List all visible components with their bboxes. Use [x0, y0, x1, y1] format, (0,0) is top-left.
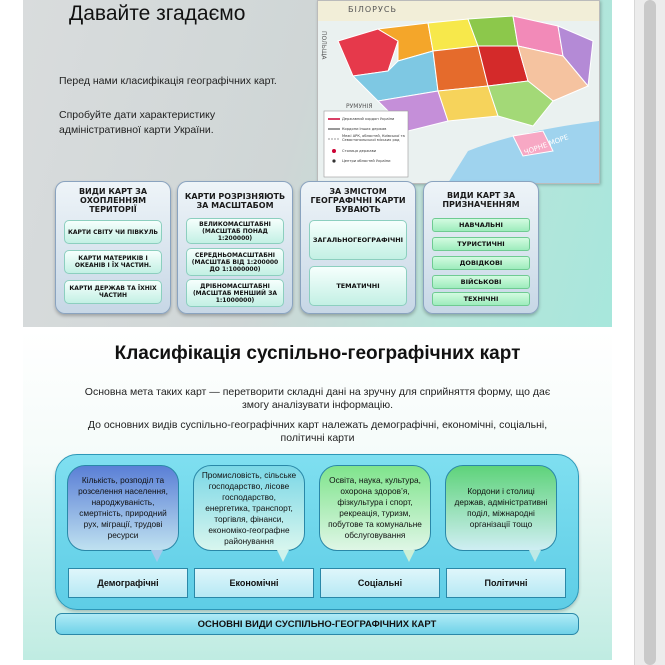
legend-item: Кордони інших держав	[342, 127, 387, 131]
column-content	[300, 181, 416, 314]
scale-item: ВЕЛИКОМАСШТАБНІ (МАСШТАБ ПОНАД 1:200000)	[186, 218, 284, 244]
bubble-tail	[277, 550, 289, 562]
purpose-text-line2: змогу аналізувати інформацію.	[241, 399, 394, 411]
slide-title: Класифікація суспільно-географічних карт	[114, 343, 521, 364]
social-bubble	[319, 465, 431, 551]
slide-recall	[23, 0, 612, 327]
political-description: Кордони і столиці держав, адміністративні поділ, міжнародні організації тощо	[454, 486, 548, 529]
purpose-item: ТЕХНІЧНІ	[432, 292, 530, 306]
tab-demographic: Демографічні	[68, 568, 188, 598]
scale-item: ДРІБНОМАСШТАБНІ (МАСШТАБ МЕНШИЙ ЗА 1:1000000)	[186, 279, 284, 307]
task-text-line2: адміністративної карти України.	[59, 124, 214, 136]
map-label-romania: РУМУНІЯ	[346, 103, 373, 110]
bubble-tail	[403, 550, 415, 562]
column-heading: ЗА ЗМІСТОМ ГЕОГРАФІЧНІ КАРТИ БУВАЮТЬ	[310, 187, 406, 214]
political-bubble	[445, 465, 557, 551]
coverage-item: КАРТИ МАТЕРИКІВ І ОКЕАНІВ І ЇХ ЧАСТИН.	[64, 250, 162, 274]
vertical-scrollbar[interactable]	[634, 0, 665, 665]
scale-item: СЕРЕДНЬОМАСШТАБНІ (МАСШТАБ ВІД 1:200000 ДО 1:1000000)	[186, 248, 284, 276]
purpose-item: ТУРИСТИЧНІ	[432, 237, 530, 251]
content-item: ТЕМАТИЧНІ	[309, 266, 407, 306]
map-label-poland: ПОЛЬЩА	[320, 31, 327, 60]
map-label-sea: ЧОРНЕ МОРЕ	[523, 133, 570, 157]
content-item: ЗАГАЛЬНОГЕОГРАФІЧНІ	[309, 220, 407, 260]
ukraine-admin-map	[317, 0, 600, 184]
social-description: Освіта, наука, культура, охорона здоров’я, фізкультура і спорт, рекреація, туризм, побутове та комунальне обслуговування	[328, 475, 422, 540]
purpose-text-line1: Основна мета таких карт — перетворити складні дані на зручну для сприйняття форму, що дає	[84, 386, 551, 398]
legend-item: Центри областей України	[342, 159, 391, 163]
coverage-item: КАРТИ СВІТУ ЧИ ПІВКУЛЬ	[64, 220, 162, 244]
map-label-belarus: БІЛОРУСЬ	[348, 5, 397, 14]
intro-text: Перед нами класифікація географічних карт.	[59, 75, 277, 87]
types-text-line2: політичні карти	[280, 432, 355, 444]
scrollbar-thumb[interactable]	[644, 0, 656, 665]
economic-description: Промисловість, сільське господарство, лісове господарство, енергетика, транспорт, торгівля, фінанси, економіко-географне районування	[201, 469, 297, 546]
column-heading: ВИДИ КАРТ ЗА ПРИЗНАЧЕННЯМ	[442, 191, 520, 209]
column-heading: ВИДИ КАРТ ЗА ОХОПЛЕННЯМ ТЕРИТОРІЇ	[78, 187, 148, 214]
tab-social: Соціальні	[320, 568, 440, 598]
bubble-tail	[529, 550, 541, 562]
purpose-item: ВІЙСЬКОВІ	[432, 275, 530, 289]
map-types-panel	[55, 454, 579, 610]
legend-item: Межі АРК, областей, Київської та Севастопольської міських рад	[342, 134, 405, 142]
column-purpose	[423, 181, 539, 314]
types-text-line1: До основних видів суспільно-географічних карт належать демографічні, економічні, соціальні,	[87, 419, 548, 431]
legend-item: Столиця держави	[342, 149, 377, 153]
column-coverage	[55, 181, 171, 314]
coverage-item: КАРТИ ДЕРЖАВ ТА ЇХНІХ ЧАСТИН	[64, 280, 162, 304]
slide-title: Давайте згадаємо	[69, 2, 246, 25]
column-scale	[177, 181, 293, 314]
main-types-banner: ОСНОВНІ ВИДИ СУСПІЛЬНО-ГЕОГРАФІЧНИХ КАРТ	[55, 613, 579, 635]
tab-political: Політичні	[446, 568, 566, 598]
map-legend	[342, 114, 406, 166]
bubble-tail	[151, 550, 163, 562]
column-heading: КАРТИ РОЗРІЗНЯЮТЬ ЗА МАСШТАБОМ	[184, 192, 286, 210]
demographic-bubble	[67, 465, 179, 551]
purpose-item: ДОВІДКОВІ	[432, 256, 530, 270]
tab-economic: Економічні	[194, 568, 314, 598]
purpose-item: НАВЧАЛЬНІ	[432, 218, 530, 232]
demographic-description: Кількість, розподіл та розселення населення, народжуваність, смертність, природний рух, міграції, трудові ресурси	[78, 475, 168, 540]
economic-bubble	[193, 465, 305, 551]
slide-socio-geographic-maps	[23, 330, 612, 660]
task-text-line1: Спробуйте дати характеристику	[59, 109, 216, 121]
legend-item: Державний кордон України	[342, 117, 395, 121]
